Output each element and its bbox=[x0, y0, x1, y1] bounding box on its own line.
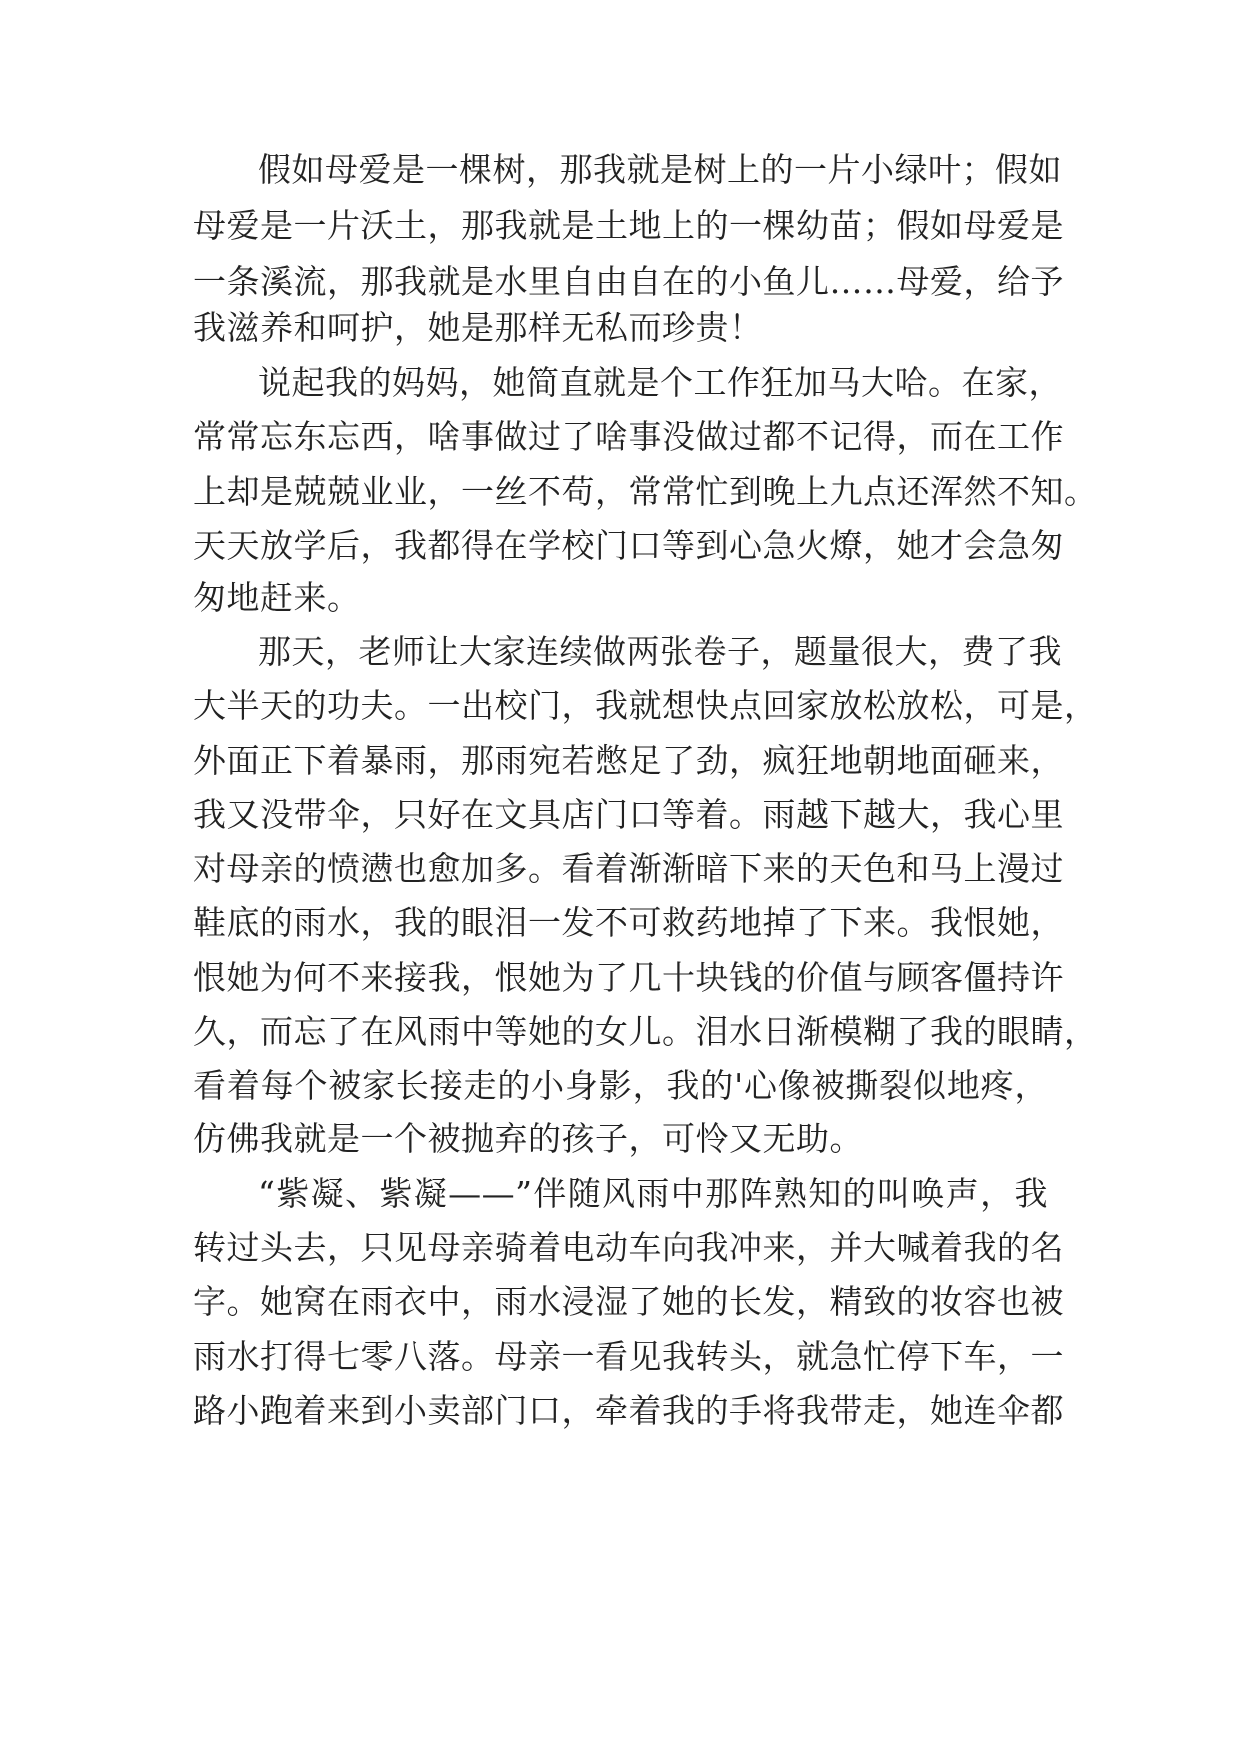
line-text: 我又没带伞，只好在文具店门口等着。雨越下越大，我心里 bbox=[193, 795, 1064, 834]
line-text: 那天，老师让大家连续做两张卷子，题量很大，费了我 bbox=[258, 632, 1062, 671]
line-text: 字。她窝在雨衣中，雨水浸湿了她的长发，精致的妆容也被 bbox=[193, 1282, 1064, 1321]
line-text: 一条溪流，那我就是水里自由自在的小鱼儿……母爱，给予 bbox=[193, 262, 1064, 301]
line-text: 路小跑着来到小卖部门口，牵着我的手将我带走，她连伞都 bbox=[193, 1391, 1064, 1430]
line-text: 天天放学后，我都得在学校门口等到心急火燎，她才会急匆 bbox=[193, 526, 1064, 565]
line-text: 仿佛我就是一个被抛弃的孩子，可怜又无助。 bbox=[193, 1119, 863, 1158]
line-text: 恨她为何不来接我，恨她为了几十块钱的价值与顾客僵持许 bbox=[193, 958, 1064, 997]
line-text: 常常忘东忘西，啥事做过了啥事没做过都不记得，而在工作 bbox=[193, 417, 1064, 456]
line-text: 转过头去，只见母亲骑着电动车向我冲来，并大喊着我的名 bbox=[193, 1228, 1064, 1267]
line-text: 假如母爱是一棵树，那我就是树上的一片小绿叶；假如 bbox=[258, 150, 1062, 189]
line-text: 匆地赶来。 bbox=[193, 578, 361, 617]
line-text: 久，而忘了在风雨中等她的女儿。泪水日渐模糊了我的眼睛， bbox=[193, 1012, 1098, 1051]
line-text: 看着每个被家长接走的小身影，我的'心像被撕裂似地疼， bbox=[193, 1066, 1048, 1105]
line-text: 我滋养和呵护，她是那样无私而珍贵！ bbox=[193, 308, 763, 347]
line-text: 雨水打得七零八落。母亲一看见我转头，就急忙停下车，一 bbox=[193, 1337, 1064, 1376]
line-text: 说起我的妈妈，她简直就是个工作狂加马大哈。在家， bbox=[258, 363, 1062, 402]
line-text: 对母亲的愤懑也愈加多。看着渐渐暗下来的天色和马上漫过 bbox=[193, 849, 1064, 888]
line-text: 外面正下着暴雨，那雨宛若憋足了劲，疯狂地朝地面砸来， bbox=[193, 741, 1064, 780]
line-text: “紫凝、紫凝——”伴随风雨中那阵熟知的叫唤声，我 bbox=[258, 1174, 1048, 1213]
line-text: 母爱是一片沃土，那我就是土地上的一棵幼苗；假如母爱是 bbox=[193, 206, 1064, 245]
line-text: 大半天的功夫。一出校门，我就想快点回家放松放松，可是， bbox=[193, 686, 1098, 725]
line-text: 上却是兢兢业业，一丝不苟，常常忙到晚上九点还浑然不知。 bbox=[193, 472, 1098, 511]
line-text: 鞋底的雨水，我的眼泪一发不可救药地掉了下来。我恨她， bbox=[193, 903, 1064, 942]
